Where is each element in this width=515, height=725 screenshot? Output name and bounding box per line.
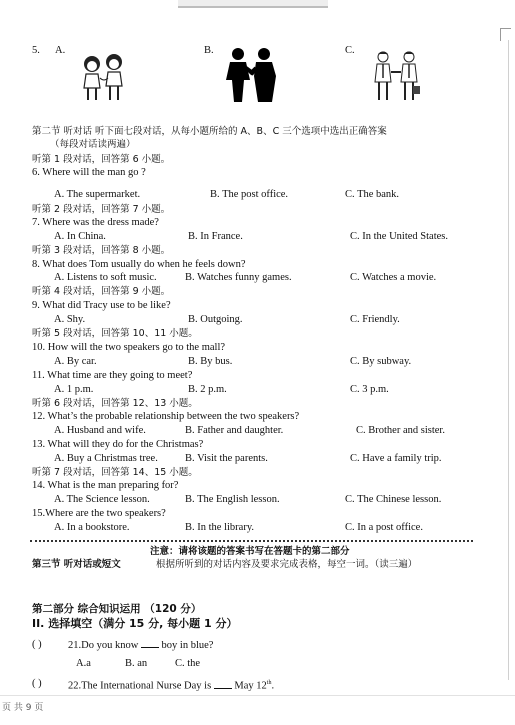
- section3-title: 第三节 听对话或短文: [32, 559, 121, 570]
- q5-number: 5.: [32, 45, 40, 56]
- passage-4-instruction: 听第 4 段对话，回答第 9 小题。: [32, 286, 171, 297]
- q10-option-b: B. By bus.: [188, 356, 233, 367]
- q11-option-c: C. 3 p.m.: [350, 384, 389, 395]
- q6-option-c: C. The bank.: [345, 189, 400, 200]
- question-7: 7. Where was the dress made?: [32, 217, 159, 228]
- silhouette-handshake-image: [220, 46, 282, 104]
- passage-5-instruction: 听第 5 段对话，回答第 10、11 小题。: [32, 328, 198, 339]
- q22-stem-start: 22.The International Nurse Day is: [68, 680, 212, 692]
- question-15: 15.Where are the two speakers?: [32, 508, 166, 519]
- part2-title: 第二部分 综合知识运用 （120 分）: [32, 603, 202, 615]
- q7-option-a: A. In China.: [54, 231, 106, 242]
- q14-option-b: B. The English lesson.: [185, 494, 280, 505]
- q6-option-b: B. The post office.: [210, 189, 289, 200]
- passage-2-instruction: 听第 2 段对话，回答第 7 小题。: [32, 204, 171, 215]
- question-13: 13. What will they do for the Christmas?: [32, 439, 204, 450]
- question-11: 11. What time are they going to meet?: [32, 370, 193, 381]
- q21-stem: [68, 638, 213, 652]
- q22-stem-period: .: [271, 680, 275, 692]
- question-9: 9. What did Tracy use to be like?: [32, 300, 171, 311]
- bowing-children-image: [74, 52, 134, 104]
- q22-stem-end: May 12: [234, 680, 267, 692]
- q13-option-c: C. Have a family trip.: [350, 453, 442, 464]
- passage-3-instruction: 听第 3 段对话，回答第 8 小题。: [32, 245, 171, 256]
- q14-option-a: A. The Science lesson.: [54, 494, 150, 505]
- part2-subtitle: II. 选择填空（满分 15 分, 每小题 1 分）: [32, 617, 238, 630]
- q15-option-a: A. In a bookstore.: [54, 522, 130, 533]
- vertical-scrollbar[interactable]: [508, 40, 509, 680]
- q14-option-c: C. The Chinese lesson.: [345, 494, 442, 505]
- top-tab: [178, 0, 328, 8]
- question-6: 6. Where will the man go ?: [32, 167, 146, 178]
- q7-option-c: C. In the United States.: [350, 231, 448, 242]
- q5-option-a-label: A.: [55, 45, 66, 56]
- businessmen-handshake-image: [371, 50, 421, 104]
- q8-option-c: C. Watches a movie.: [350, 272, 437, 283]
- q10-option-a: A. By car.: [54, 356, 97, 367]
- q21-option-a: A.a: [76, 658, 91, 669]
- q10-option-c: C. By subway.: [350, 356, 412, 367]
- section-divider: [30, 540, 473, 542]
- q11-option-b: B. 2 p.m.: [188, 384, 227, 395]
- q21-blank: [141, 638, 159, 648]
- notice-text: 注意：请将该题的答案书写在答题卡的第二部分: [150, 546, 350, 557]
- q5-option-c-label: C.: [345, 45, 355, 56]
- q22-superscript: th: [266, 680, 272, 686]
- q12-option-a: A. Husband and wife.: [54, 425, 146, 436]
- footer-rule: [0, 695, 515, 696]
- q21-answer-paren[interactable]: ( ): [32, 639, 42, 650]
- q21-option-c: C. the: [175, 658, 201, 669]
- q9-option-c: C. Friendly.: [350, 314, 400, 325]
- passage-7-instruction: 听第 7 段对话，回答第 14、15 小题。: [32, 467, 198, 478]
- passage-6-instruction: 听第 6 段对话，回答第 12、13 小题。: [32, 398, 198, 409]
- q15-option-c: C. In a post office.: [345, 522, 423, 533]
- q21-option-b: B. an: [125, 658, 148, 669]
- question-8: 8. What does Tom usually do when he feels down?: [32, 259, 246, 270]
- q21-stem-start: 21.Do you know: [68, 640, 139, 651]
- q12-option-c: C. Brother and sister.: [356, 425, 445, 436]
- q7-option-b: B. In France.: [188, 231, 243, 242]
- question-10: 10. How will the two speakers go to the mall?: [32, 342, 226, 353]
- q6-option-a: A. The supermarket.: [54, 189, 141, 200]
- q8-option-b: B. Watches funny games.: [185, 272, 292, 283]
- q22-stem: [68, 677, 274, 693]
- section3-instruction: 根据所听到的对话内容及要求完成表格，每空一词。（读三遍）: [156, 559, 418, 570]
- q9-option-a: A. Shy.: [54, 314, 86, 325]
- q15-option-b: B. In the library.: [185, 522, 255, 533]
- question-14: 14. What is the man preparing for?: [32, 480, 179, 491]
- page-footer: 页 共 9 页: [2, 703, 44, 713]
- q9-option-b: B. Outgoing.: [188, 314, 243, 325]
- section2-title: 第二节 听对话 听下面七段对话，从每小题所给的 A、B、C 三个选项中选出正确答案: [32, 126, 387, 137]
- q21-stem-end: boy in blue?: [161, 640, 214, 651]
- q8-option-a: A. Listens to soft music.: [54, 272, 157, 283]
- passage-1-instruction: 听第 1 段对话，回答第 6 小题。: [32, 154, 171, 165]
- q13-option-b: B. Visit the parents.: [185, 453, 268, 464]
- question-12: 12. What’s the probable relationship between the two speakers?: [32, 411, 300, 422]
- q12-option-b: B. Father and daughter.: [185, 425, 284, 436]
- q22-blank: [214, 679, 232, 689]
- q5-option-b-label: B.: [204, 45, 214, 56]
- q11-option-a: A. 1 p.m.: [54, 384, 94, 395]
- section2-subtitle: （每段对话读两遍）: [50, 139, 136, 150]
- q13-option-a: A. Buy a Christmas tree.: [54, 453, 158, 464]
- q22-answer-paren[interactable]: ( ): [32, 678, 42, 689]
- page-corner-mark: [500, 28, 511, 41]
